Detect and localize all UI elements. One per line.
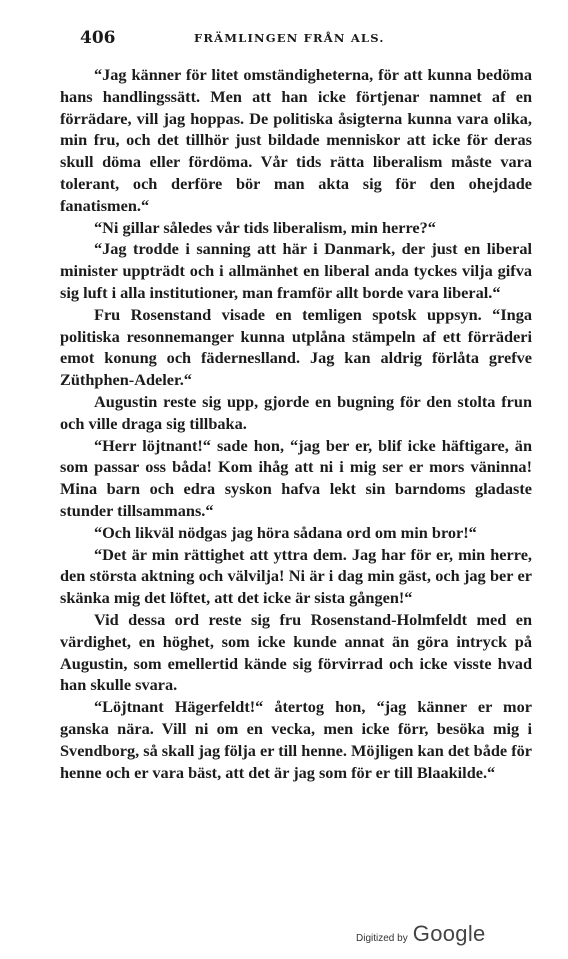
paragraph: “Ni gillar således vår tids liberalism, min herre?“: [94, 217, 436, 237]
paragraph: “Löjtnant Hägerfeldt!“ återtog hon, “jag känner er mor ganska nära. Vill ni om en vecka, men icke förr, besöka mig i Svendborg, så skall jag följa er till henne. Möjligen kan det både för henne och er vara bäst, att det är jag som för er till Blaakilde.“: [60, 697, 532, 782]
paragraph: “Och likväl nödgas jag höra sådana ord om min bror!“: [94, 522, 477, 542]
running-title: FRÄMLINGEN FRÅN ALS.: [194, 31, 385, 45]
paragraph: “Herr löjtnant!“ sade hon, “jag ber er, blif icke häftigare, än som passar oss båda! Kom ihåg att ni i mig ser er mors väninna! Mina barn och edra syskon hafva lekt sin barndoms gladaste stunder tillsammans.“: [60, 435, 532, 520]
page-header: [62, 28, 530, 52]
paragraph: “Det är min rättighet att yttra dem. Jag har för er, min herre, den största aktning och välvilja! Ni är i dag min gäst, och jag ber er skänka mig det löftet, att det icke är sista gången!“: [60, 544, 532, 608]
paragraph: “Jag känner för litet omständigheterna, för att kunna bedöma hans handlingssätt. Men att han icke förtjenar namnet af en förrädare, vill jag hoppas. De politiska åsigterna kunna vara olika, min fru, och det tillhör just bildade menniskor att icke för deras skull döma eller fördöma. Vår tids rätta liberalism måste vara tolerant, och derföre bör man akta sig för den ohejdade fanatismen.“: [60, 65, 532, 215]
paragraph: “Jag trodde i sanning att här i Danmark, der just en liberal minister uppträdt och i allmänhet en liberal anda tyckes vilja gifva sig luft i alla institutioner, man framför allt borde vara liberal.“: [60, 239, 532, 302]
digitization-watermark: [356, 921, 486, 951]
paragraph: Fru Rosenstand visade en temligen spotsk uppsyn. “Inga politiska resonnemanger kunna utplåna stämpeln af ett förräderi emot konung och fäderneslland. Jag kan aldrig förlåta grefve Züthphen-Adeler.“: [60, 304, 532, 390]
paragraph: Augustin reste sig upp, gjorde en bugning för den stolta frun och ville draga sig tillbaka.: [60, 391, 532, 433]
paragraph: Vid dessa ord reste sig fru Rosenstand-Holmfeldt med en värdighet, en höghet, som icke kunde annat än göra intryck på Augustin, som emellertid kände sig förvirrad och icke visste hvad han skulle svara.: [60, 609, 532, 695]
body-text: [60, 64, 532, 783]
google-logo: Google: [412, 921, 486, 946]
page-number: 406: [80, 28, 116, 48]
digitized-by-label: Digitized by: [356, 933, 408, 944]
